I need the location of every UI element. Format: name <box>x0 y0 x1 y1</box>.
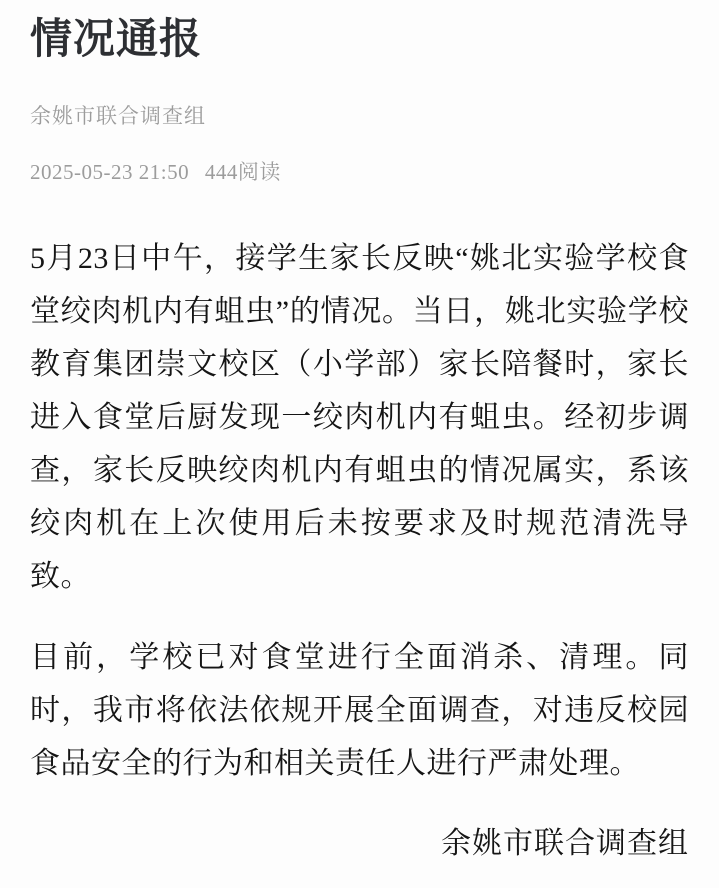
article-author: 余姚市联合调查组 <box>30 104 206 128</box>
article-body <box>30 232 689 790</box>
read-count: 444阅读 <box>204 159 281 184</box>
paragraph-measures: 目前，学校已对食堂进行全面消杀、清理。同时，我市将依法依规开展全面调查，对违反校园食品安全的行为和相关责任人进行严肃处理。 <box>30 640 689 780</box>
publish-time: 2025-05-23 21:50 <box>30 159 190 184</box>
paragraph-incident: 5月23日中午，接学生家长反映“姚北实验学校食堂绞肉机内有蛆虫”的情况。当日，姚北实验学校教育集团崇文校区（小学部）家长陪餐时，家长进入食堂后厨发现一绞肉机内有蛆虫。经初步调查，家长反映绞肉机内有蛆虫的情况属实，系该绞肉机在上次使用后未按要求及时规范清洗导致。 <box>30 241 689 593</box>
article-meta <box>30 156 689 186</box>
signature: 余姚市联合调查组 <box>441 826 689 860</box>
article-title: 情况通报 <box>30 15 203 62</box>
